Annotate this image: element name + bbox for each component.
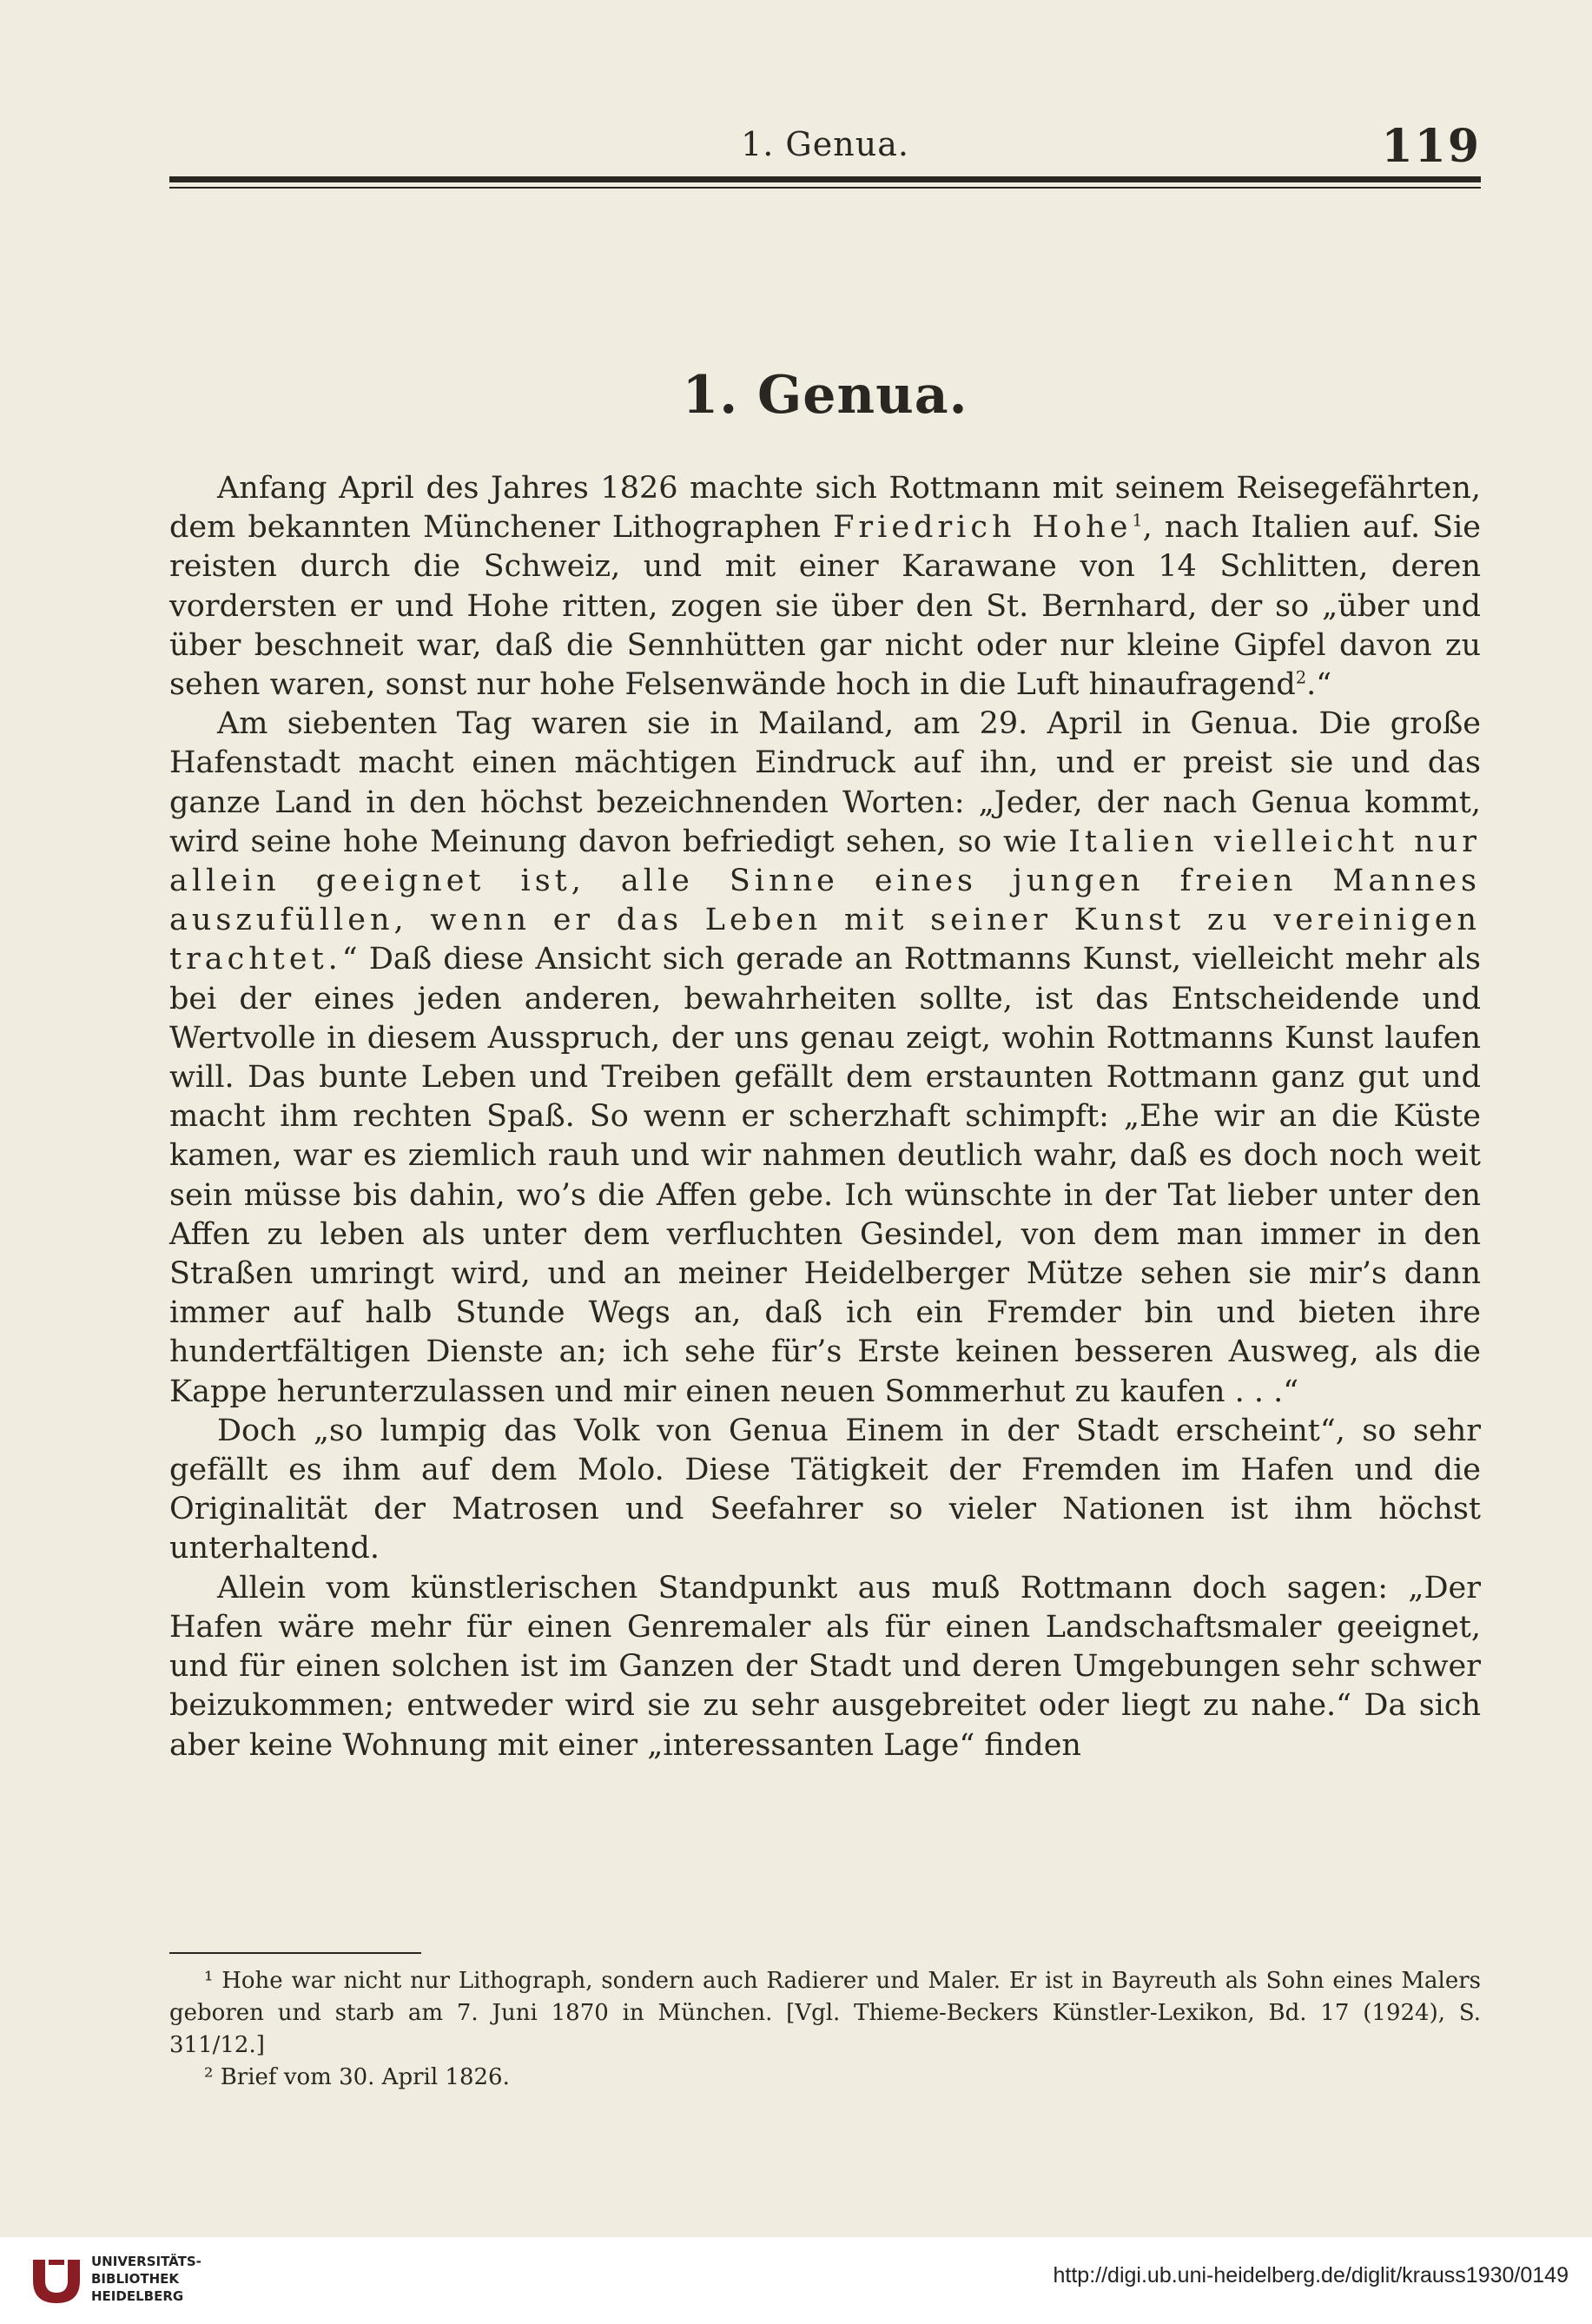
spaced-emphasis-text: Italien vielleicht nur allein geeignet ist, alle Sinne eines jungen freien Mannes auszufüllen, wenn er das Leben mit seiner Kunst zu vereinigen trachtet. (169, 824, 1481, 977)
chapter-title: 1. Genua. (682, 365, 968, 426)
page-header (169, 120, 1481, 172)
footnote-marker: 1 (1132, 510, 1143, 531)
paragraph-text: , nach Italien auf. Sie reisten durch die Schweiz, und mit einer Karawane von 14 Schlitten, deren vordersten er und Hohe ritten, zogen sie über den St. Bernhard, der so „über und über beschneit war, daß die Sennhütten gar nicht oder nur kleine Gipfel davon zu sehen waren, sonst nur hohe Felsenwände hoch in die Luft hinaufragend (169, 510, 1481, 703)
running-title: 1. Genua. (741, 125, 909, 163)
university-library-logo-icon (26, 2254, 87, 2307)
paragraph-text: .“ (1306, 667, 1332, 703)
paragraph-text: Am siebenten Tag waren sie in Mailand, am 29. April in Genua. Die große Hafenstadt macht einen mächtigen Eindruck auf ihn, und er preist sie und das ganze Land in den höchst bezeichnenden Worten: „Jeder, der nach Genua kommt, wird seine hohe Meinung davon befriedigt sehen, so wie (169, 706, 1481, 859)
footnote-marker: 2 (1295, 667, 1307, 688)
body-text (169, 469, 1481, 1765)
header-rule-thick (169, 176, 1481, 182)
paragraph (169, 1412, 1481, 1569)
library-name: UNIVERSITÄTS- BIBLIOTHEK HEIDELBERG (91, 2254, 201, 2304)
paragraph-text: Anfang April des Jahres 1826 machte sich Rottmann mit seinem Reisegefährten, dem bekannten Münchener Lithographen (169, 471, 1481, 546)
paragraph (169, 705, 1481, 1412)
paragraph (169, 469, 1481, 705)
footnote-1: ¹ Hohe war nicht nur Lithograph, sondern auch Radierer und Maler. Er ist in Bayreuth als Sohn eines Malers geboren und starb am 7. Juni 1870 in München. [Vgl. Thieme-Beckers Künstler-Lexikon, Bd. 17 (1924), S. 311/12.] (169, 1968, 1481, 2058)
paragraph (169, 1569, 1481, 1765)
footnote-rule (169, 1952, 421, 1954)
footnote-2: ² Brief vom 30. April 1826. (204, 2064, 510, 2090)
paragraph-text: “ Daß diese Ansicht sich gerade an Rottmanns Kunst, vielleicht mehr als bei der eines jeden anderen, bewahrheiten sollte, ist das Entscheidende und Wertvolle in diesem Ausspruch, der uns genau zeigt, wohin Rottmanns Kunst laufen will. Das bunte Leben und Treiben gefällt dem erstaunten Rottmann ganz gut und macht ihm rechten Spaß. So wenn er scherzhaft schimpft: „Ehe wir an die Küste kamen, war es ziemlich rauh und wir nahmen deutlich wahr, daß es doch noch weit sein müsse bis dahin, wo’s die Affen gebe. Ich wünschte in der Tat lieber unter den Affen zu leben als unter dem verfluchten Gesindel, von dem man immer in den Straßen umringt wird, und an meiner Heidelberger Mütze sehen sie mir’s dann immer auf halb Stunde Wegs an, daß ich ein Fremder bin und bieten ihre hundertfältigen Dienste an; ich sehe für’s Erste keinen besseren Ausweg, als die Kappe herunterzulassen und mir einen neuen Sommerhut zu kaufen . . .“ (169, 942, 1481, 1409)
paragraph-text: Doch „so lumpig das Volk von Genua Einem in der Stadt erscheint“, so sehr gefällt es ihm auf dem Molo. Diese Tätigkeit der Fremden im Hafen und die Originalität der Matrosen und Seefahrer so vieler Nationen ist ihm höchst unterhaltend. (169, 1413, 1481, 1566)
footnotes (169, 1965, 1481, 2094)
digitization-footer (0, 2237, 1592, 2324)
header-rule-thin (169, 187, 1481, 189)
spaced-emphasis-text: Friedrich Hohe (833, 510, 1133, 546)
paragraph-text: Allein vom künstlerischen Standpunkt aus muß Rottmann doch sagen: „Der Hafen wäre mehr für einen Genremaler als für einen Landschaftsmaler geeignet, und für einen solchen ist im Ganzen der Stadt und deren Umgebungen sehr schwer beizukommen; entweder wird sie zu sehr ausgebreitet oder liegt zu nahe.“ Da sich aber keine Wohnung mit einer „interessanten Lage“ finden (169, 1570, 1481, 1763)
source-url-link[interactable]: http://digi.ub.uni-heidelberg.de/diglit/krauss1930/0149 (1053, 2263, 1569, 2288)
page-number: 119 (1381, 120, 1481, 173)
